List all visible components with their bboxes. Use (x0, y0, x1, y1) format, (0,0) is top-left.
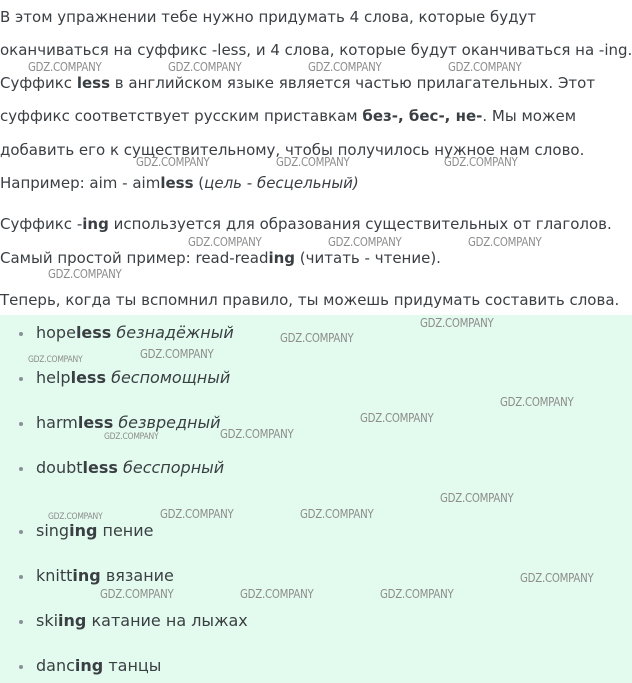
watermark: GDZ.COMPANY (520, 571, 594, 585)
watermark: GDZ.COMPANY (308, 60, 382, 74)
watermark: GDZ.COMPANY (276, 155, 350, 169)
watermark: GDZ.COMPANY (104, 432, 159, 442)
watermark: GDZ.COMPANY (500, 395, 574, 409)
watermark: GDZ.COMPANY (136, 155, 210, 169)
watermark: GDZ.COMPANY (448, 60, 522, 74)
list-item: helpless беспомощный (36, 368, 231, 387)
list-item: dancing танцы (36, 656, 162, 675)
watermark: GDZ.COMPANY (440, 491, 514, 505)
watermark: GDZ.COMPANY (468, 235, 542, 249)
list-item: singing пение (36, 521, 154, 540)
rule-less-example: Например: aim - aimless (цель - бесцельный) (0, 174, 359, 192)
conclusion-text: Теперь, когда ты вспомнил правило, ты можешь придумать составить слова. (0, 291, 620, 309)
watermark: GDZ.COMPANY (188, 235, 262, 249)
list-item: skiing катание на лыжах (36, 611, 248, 630)
watermark: GDZ.COMPANY (28, 60, 102, 74)
watermark: GDZ.COMPANY (48, 267, 122, 281)
rule-less-line-1: Суффикс less в английском языке является частью прилагательных. Этот (0, 74, 596, 92)
watermark: GDZ.COMPANY (360, 411, 434, 425)
watermark: GDZ.COMPANY (444, 155, 518, 169)
list-item: knitting вязание (36, 566, 174, 585)
list-item: hopeless безнадёжный (36, 323, 234, 342)
rule-ing-example: Самый простой пример: read-reading (читать - чтение). (0, 249, 441, 267)
list-item: doubtless бесспорный (36, 458, 225, 477)
watermark: GDZ.COMPANY (280, 331, 354, 345)
list-item: harmless безвредный (36, 413, 221, 432)
watermark: GDZ.COMPANY (420, 316, 494, 330)
watermark: GDZ.COMPANY (220, 427, 294, 441)
watermark: GDZ.COMPANY (28, 355, 83, 365)
watermark: GDZ.COMPANY (48, 512, 103, 522)
intro-line-1: В этом упражнении тебе нужно придумать 4 слова, которые будут (0, 8, 537, 26)
rule-less-line-3: добавить его к существительному, чтобы получилось нужное нам слово. (0, 141, 585, 159)
watermark: GDZ.COMPANY (300, 507, 374, 521)
watermark: GDZ.COMPANY (160, 507, 234, 521)
watermark: GDZ.COMPANY (380, 587, 454, 601)
intro-line-2: оканчиваться на суффикс -less, и 4 слова, которые будут оканчиваться на -ing. (0, 41, 632, 59)
watermark: GDZ.COMPANY (328, 235, 402, 249)
rule-ing-line-1: Суффикс -ing используется для образования существительных от глаголов. (0, 215, 612, 233)
watermark: GDZ.COMPANY (168, 60, 242, 74)
watermark: GDZ.COMPANY (240, 587, 314, 601)
answer-list (0, 315, 632, 683)
rule-less-line-2: суффикс соответствует русским приставкам без-, бес-, не-. Мы можем (0, 107, 577, 125)
watermark: GDZ.COMPANY (100, 587, 174, 601)
watermark: GDZ.COMPANY (140, 347, 214, 361)
